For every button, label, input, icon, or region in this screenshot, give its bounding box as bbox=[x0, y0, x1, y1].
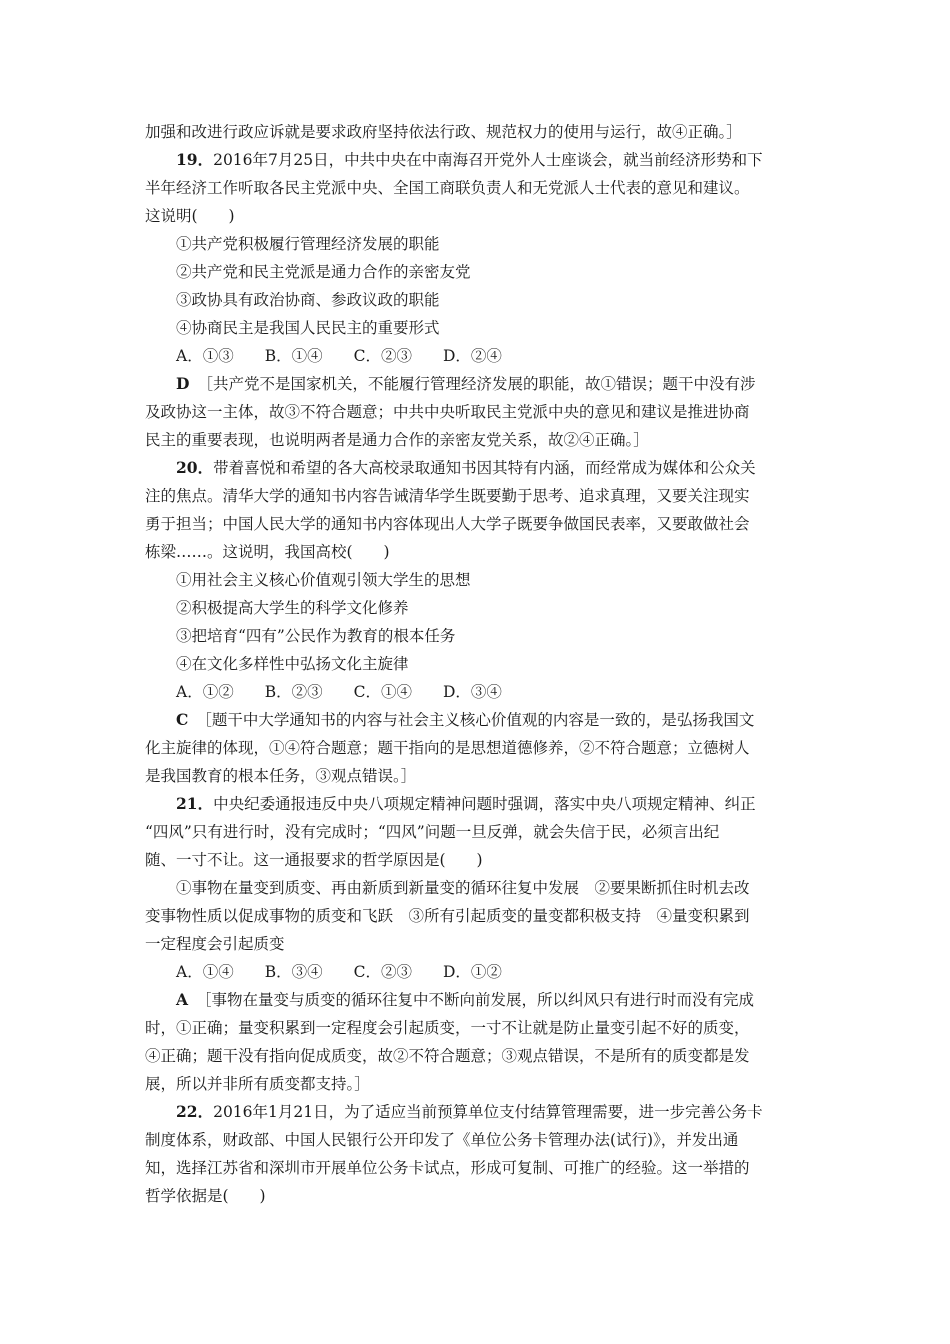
question-number: 19． bbox=[176, 150, 214, 169]
line-text: 是我国教育的根本任务，③观点错误。］ bbox=[145, 767, 417, 785]
line-text: 加强和改进行政应诉就是要求政府坚持依法行政、规范权力的使用与运行，故④正确。］ bbox=[145, 123, 742, 141]
text-line bbox=[145, 398, 807, 426]
line-text: 这说明( ) bbox=[145, 207, 235, 225]
line-text: 制度体系，财政部、中国人民银行公开印发了《单位公务卡管理办法(试行)》，并发出通 bbox=[145, 1131, 739, 1149]
line-text: 民主的重要表现，也说明两者是通力合作的亲密友党关系，故②④正确。］ bbox=[145, 431, 649, 449]
text-line bbox=[145, 986, 807, 1014]
answer-letter: A bbox=[176, 990, 189, 1009]
text-line bbox=[145, 706, 807, 734]
question-number: 20． bbox=[176, 458, 214, 477]
line-text: 化主旋律的体现，①④符合题意；题干指向的是思想道德修养，②不符合题意；立德树人 bbox=[145, 739, 750, 757]
text-line bbox=[145, 230, 807, 258]
question-number: 22． bbox=[176, 1102, 214, 1121]
text-line bbox=[145, 790, 807, 818]
text-line bbox=[145, 510, 807, 538]
line-text: ①共产党积极履行管理经济发展的职能 bbox=[176, 235, 440, 253]
line-text: ［事物在量变与质变的循环往复中不断向前发展，所以纠风只有进行时而没有完成 bbox=[196, 991, 755, 1009]
text-line bbox=[145, 818, 807, 846]
text-line bbox=[145, 1098, 807, 1126]
text-line bbox=[145, 566, 807, 594]
text-line bbox=[145, 930, 807, 958]
text-line bbox=[145, 1154, 807, 1182]
text-line bbox=[145, 370, 807, 398]
text-line bbox=[145, 286, 807, 314]
line-text: 变事物性质以促成事物的质变和飞跃 ③所有引起质变的量变都积极支持 ④量变积累到 bbox=[145, 907, 750, 925]
text-line bbox=[145, 650, 807, 678]
text-line bbox=[145, 1014, 807, 1042]
line-text: ②积极提高大学生的科学文化修养 bbox=[176, 599, 409, 617]
line-text: 2016年1月21日，为了适应当前预算单位支付结算管理需要，进一步完善公务卡 bbox=[213, 1103, 763, 1121]
line-text: 注的焦点。清华大学的通知书内容告诫清华学生既要勤于思考、追求真理，又要关注现实 bbox=[145, 487, 750, 505]
text-line bbox=[145, 734, 807, 762]
line-text: ［题干中大学通知书的内容与社会主义核心价值观的内容是一致的，是弘扬我国文 bbox=[196, 711, 755, 729]
question-number: 21． bbox=[176, 794, 214, 813]
line-text: A．①③ B．①④ C．②③ D．②④ bbox=[176, 347, 502, 365]
line-text: 展，所以并非所有质变都支持。］ bbox=[145, 1075, 370, 1093]
line-text: ①用社会主义核心价值观引领大学生的思想 bbox=[176, 571, 471, 589]
line-text: 栋梁……。这说明，我国高校( ) bbox=[145, 543, 390, 561]
line-text: 知，选择江苏省和深圳市开展单位公务卡试点，形成可复制、可推广的经验。这一举措的 bbox=[145, 1159, 750, 1177]
text-line bbox=[145, 902, 807, 930]
text-line bbox=[145, 454, 807, 482]
line-text: ②共产党和民主党派是通力合作的亲密友党 bbox=[176, 263, 471, 281]
line-text: 半年经济工作听取各民主党派中央、全国工商联负责人和无党派人士代表的意见和建议。 bbox=[145, 179, 750, 197]
text-line bbox=[145, 258, 807, 286]
line-text: 哲学依据是( ) bbox=[145, 1187, 266, 1205]
text-line bbox=[145, 146, 807, 174]
line-text: ［共产党不是国家机关，不能履行管理经济发展的职能，故①错误；题干中没有涉 bbox=[197, 375, 756, 393]
text-line bbox=[145, 1182, 807, 1210]
line-text: 随、一寸不让。这一通报要求的哲学原因是( ) bbox=[145, 851, 483, 869]
text-line bbox=[145, 118, 807, 146]
line-text: 2016年7月25日，中共中央在中南海召开党外人士座谈会，就当前经济形势和下 bbox=[213, 151, 763, 169]
line-text: ①事物在量变到质变、再由新质到新量变的循环往复中发展 ②要果断抓住时机去改 bbox=[176, 879, 750, 897]
text-line bbox=[145, 874, 807, 902]
line-text: ③政协具有政治协商、参政议政的职能 bbox=[176, 291, 440, 309]
line-text: “四风”只有进行时，没有完成时；“四风”问题一旦反弹，就会失信于民，必须言出纪 bbox=[145, 823, 720, 841]
answer-letter: D bbox=[176, 374, 190, 393]
line-text: A．①② B．②③ C．①④ D．③④ bbox=[176, 683, 502, 701]
line-text: 中央纪委通报违反中央八项规定精神问题时强调，落实中央八项规定精神、纠正 bbox=[213, 795, 756, 813]
text-line bbox=[145, 202, 807, 230]
line-text: ④协商民主是我国人民民主的重要形式 bbox=[176, 319, 440, 337]
text-line bbox=[145, 314, 807, 342]
text-line bbox=[145, 846, 807, 874]
text-line bbox=[145, 622, 807, 650]
line-text: 勇于担当；中国人民大学的通知书内容体现出人大学子既要争做国民表率，又要敢做社会 bbox=[145, 515, 750, 533]
line-text: 带着喜悦和希望的各大高校录取通知书因其特有内涵，而经常成为媒体和公众关 bbox=[213, 459, 756, 477]
text-line bbox=[145, 482, 807, 510]
text-line bbox=[145, 594, 807, 622]
line-text: ④正确；题干没有指向促成质变，故②不符合题意；③观点错误，不是所有的质变都是发 bbox=[145, 1047, 750, 1065]
text-line bbox=[145, 958, 807, 986]
line-text: ④在文化多样性中弘扬文化主旋律 bbox=[176, 655, 409, 673]
text-line bbox=[145, 1126, 807, 1154]
text-line bbox=[145, 1070, 807, 1098]
text-line bbox=[145, 762, 807, 790]
line-text: 一定程度会引起质变 bbox=[145, 935, 285, 953]
line-text: 时，①正确；量变积累到一定程度会引起质变，一寸不让就是防止量变引起不好的质变， bbox=[145, 1019, 750, 1037]
line-text: A．①④ B．③④ C．②③ D．①② bbox=[176, 963, 502, 981]
document-page bbox=[145, 118, 807, 1210]
text-line bbox=[145, 678, 807, 706]
text-line bbox=[145, 174, 807, 202]
line-text: ③把培育“四有”公民作为教育的根本任务 bbox=[176, 627, 456, 645]
text-line bbox=[145, 1042, 807, 1070]
text-line bbox=[145, 342, 807, 370]
text-line bbox=[145, 426, 807, 454]
text-line bbox=[145, 538, 807, 566]
line-text: 及政协这一主体，故③不符合题意；中共中央听取民主党派中央的意见和建议是推进协商 bbox=[145, 403, 750, 421]
answer-letter: C bbox=[176, 710, 189, 729]
